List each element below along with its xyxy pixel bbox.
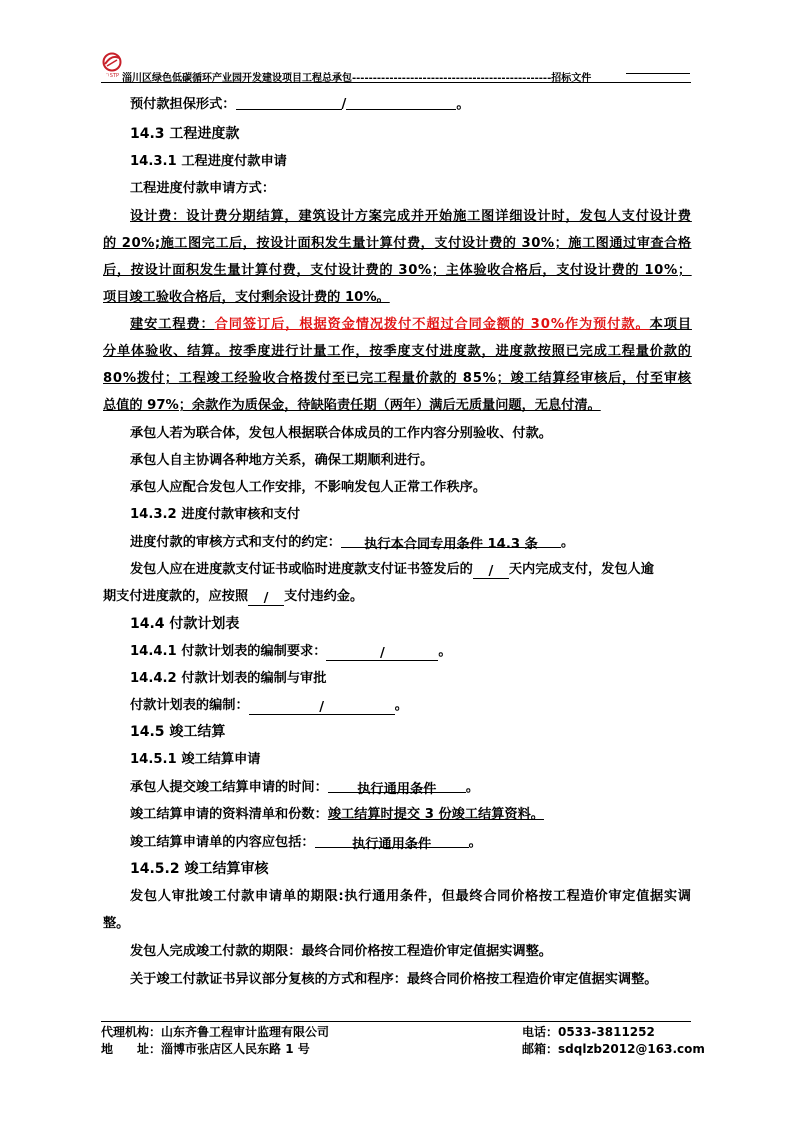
submit-time-value: 执行通用条件 xyxy=(328,778,466,793)
text-after: 天内完成支付，发包人逾 xyxy=(508,562,654,577)
field-label: 进度付款的审核方式和支付的约定： xyxy=(130,535,341,550)
field-label: 竣工结算申请的资料清单和份数： xyxy=(130,807,328,822)
footer-agency xyxy=(101,1023,329,1040)
content-value: 执行通用条件 xyxy=(315,833,469,848)
plan-make-value: / xyxy=(249,700,395,715)
text-line xyxy=(130,558,654,579)
period: 。 xyxy=(561,535,575,550)
email-label: 邮箱： xyxy=(522,1042,559,1056)
text-line xyxy=(130,803,544,822)
text-line xyxy=(130,640,452,661)
text-line xyxy=(130,93,470,112)
text-line xyxy=(130,313,692,332)
plan-req-value: / xyxy=(326,646,438,661)
blank-1 xyxy=(236,95,342,110)
text-line: 14.5.1 竣工结算申请 xyxy=(130,752,261,767)
separator: / xyxy=(341,97,347,112)
text-line: 发包人完成竣工付款的期限：最终合同价格按工程造价审定值据实调整。 xyxy=(130,944,552,959)
text-line xyxy=(130,831,482,850)
text-line: 承包人应配合发包人工作安排，不影响发包人正常工作秩序。 xyxy=(130,480,487,495)
text-line xyxy=(103,585,363,606)
address-value: 淄博市张店区人民东路 1 号 xyxy=(161,1042,310,1056)
period: 。 xyxy=(438,644,452,659)
blank-value: / xyxy=(248,591,284,606)
section-heading: 14.3 工程进度款 xyxy=(130,126,240,142)
text-line: 工程进度付款申请方式： xyxy=(130,181,276,196)
field-label: 竣工结算申请单的内容应包括： xyxy=(130,835,315,850)
text-line: 项目竣工验收合格后，支付剩余设计费的 10%。 xyxy=(103,290,390,305)
text-line xyxy=(130,776,479,795)
docs-value: 竣工结算时提交 3 份竣工结算资料。 xyxy=(327,807,544,822)
document-header: 淄川区绿色低碳循环产业园开发建设项目工程总承包------------------------------------------------招标文件 xyxy=(122,73,592,84)
field-label: 付款计划表的编制： xyxy=(130,698,249,713)
footer-rule xyxy=(101,1021,691,1022)
section-heading: 14.4 付款计划表 xyxy=(130,616,240,632)
agency-label: 代理机构： xyxy=(101,1025,162,1039)
text-line: 14.4.2 付款计划表的编制与审批 xyxy=(130,671,327,686)
text-line: 设计费：设计费分期结算，建筑设计方案完成并开始施工图详细设计时，发包人支付设计费 xyxy=(130,209,692,224)
text-line: 总值的 97%；余款作为质保金，待缺陷责任期（两年）满后无质量问题，无息付清。 xyxy=(103,398,601,413)
period: 。 xyxy=(468,835,482,850)
logo-caption: ㄱSTP xyxy=(104,73,120,78)
text-line: 承包人若为联合体，发包人根据联合体成员的工作内容分别验收、付款。 xyxy=(130,426,552,441)
text-line: 发包人审批竣工付款申请单的期限:执行通用条件，但最终合同价格按工程造价审定值据实调 xyxy=(130,889,692,904)
text-line: 整。 xyxy=(103,916,130,931)
text-after: 支付违约金。 xyxy=(284,589,364,604)
period: 。 xyxy=(465,780,479,795)
footer-address xyxy=(101,1040,310,1057)
period: 。 xyxy=(394,698,408,713)
field-label: 预付款担保形式： xyxy=(130,97,236,112)
text-line: 关于竣工付款证书异议部分复核的方式和程序：最终合同价格按工程造价审定值据实调整。 xyxy=(130,972,658,987)
period: 。 xyxy=(456,97,470,112)
agency-name: 山东齐鲁工程审计监理有限公司 xyxy=(161,1025,330,1039)
field-label: 14.4.1 付款计划表的编制要求： xyxy=(130,644,327,659)
jaf-rest: 本项目 xyxy=(649,317,692,332)
header-short-rule xyxy=(626,73,690,74)
text-line: 的 20%;施工图完工后，按设计面积发生量计算付费，支付设计费的 30%；施工图通过审查合格 xyxy=(103,236,692,251)
text-before: 期支付进度款的，应按照 xyxy=(103,589,249,604)
blank-2 xyxy=(346,95,456,110)
footer-phone xyxy=(522,1023,655,1040)
text-line xyxy=(130,694,408,715)
field-label: 承包人提交竣工结算申请的时间： xyxy=(130,780,328,795)
text-line: 14.3.2 进度付款审核和支付 xyxy=(130,507,301,522)
jaf-label: 建安工程费： xyxy=(130,317,215,332)
section-heading: 14.5 竣工结算 xyxy=(130,724,226,740)
header-rule xyxy=(101,82,691,83)
text-line: 80%拨付；工程竣工经验收合格拨付至已完工程量价款的 85%；竣工结算经审核后，付至审核 xyxy=(103,371,692,386)
text-line: 分单体验收、结算。按季度进行计量工作，按季度支付进度款，进度款按照已完成工程量价款的 xyxy=(103,344,692,359)
text-line: 承包人自主协调各种地方关系，确保工期顺利进行。 xyxy=(130,453,434,468)
phone-label: 电话： xyxy=(522,1025,559,1039)
company-logo-icon xyxy=(101,52,123,78)
section-heading: 14.5.2 竣工结算审核 xyxy=(130,861,269,877)
text-line: 14.3.1 工程进度付款申请 xyxy=(130,154,287,169)
text-line: 后，按设计面积发生量计算付费，支付设计费的 30%；主体验收合格后，支付设计费的 10%； xyxy=(103,263,692,278)
email-value: sdqlzb2012@163.com xyxy=(558,1042,705,1056)
address-label: 地 址： xyxy=(101,1042,162,1056)
footer-email xyxy=(522,1040,705,1057)
jaf-highlight: 合同签订后，根据资金情况拨付不超过合同金额的 30%作为预付款。 xyxy=(214,317,650,332)
phone-number: 0533-3811252 xyxy=(558,1025,655,1039)
text-line xyxy=(130,531,574,550)
approval-value: 执行本合同专用条件 14.3 条 xyxy=(341,533,561,548)
blank-value: / xyxy=(473,564,509,579)
text-before: 发包人应在进度款支付证书或临时进度款支付证书签发后的 xyxy=(130,562,473,577)
